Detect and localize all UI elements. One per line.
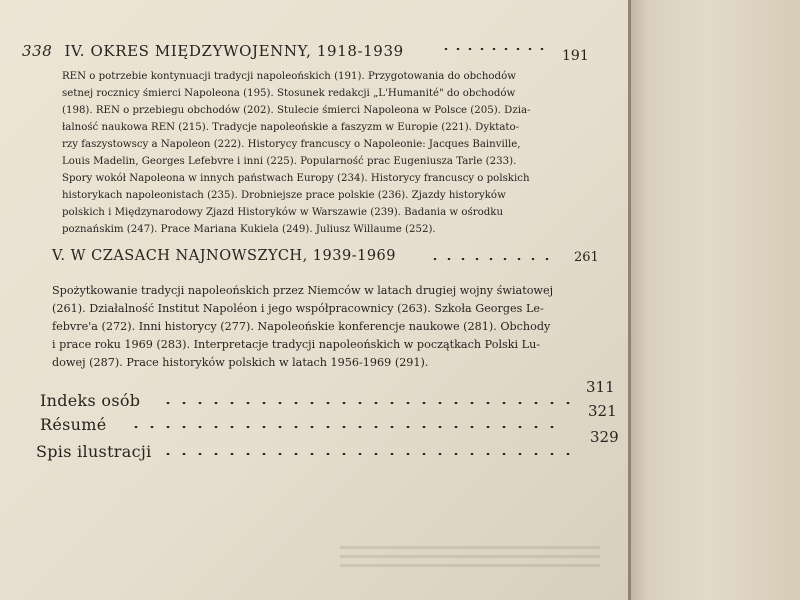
index-entry-label: Indeks osób bbox=[40, 391, 141, 410]
show-through-text bbox=[340, 540, 600, 580]
chapter-4-line: rzy faszystowscy a Napoleon (222). Historycy francuscy o Napoleonie: Jacques Bainville, bbox=[62, 139, 521, 150]
chapter-4-line: Spory wokół Napoleona w innych państwach Europy (234). Historycy francuscy o polskich bbox=[62, 173, 530, 184]
chapter-4-line: (198). REN o przebiegu obchodów (202). Stulecie śmierci Napoleona w Polsce (205). Dzia- bbox=[62, 105, 531, 116]
index-entry-label: Résumé bbox=[40, 415, 107, 434]
chapter-4-line: poznańskim (247). Prace Mariana Kukiela (249). Juliusz Willaume (252). bbox=[62, 224, 436, 235]
book-spine-shadow bbox=[628, 0, 800, 600]
index-entry-leader-dots bbox=[160, 453, 580, 455]
index-entry-page: 321 bbox=[588, 402, 617, 420]
chapter-5-line: dowej (287). Prace historyków polskich w latach 1956-1969 (291). bbox=[52, 356, 429, 369]
index-entry-page: 311 bbox=[586, 378, 615, 396]
chapter-4-heading bbox=[22, 42, 404, 60]
chapter-5-line: Spożytkowanie tradycji napoleońskich przez Niemców w latach drugiej wojny światowej bbox=[52, 284, 554, 297]
chapter-5-start-page: 261 bbox=[574, 250, 599, 265]
index-entry-page: 329 bbox=[590, 428, 619, 446]
chapter-4-leader-dots bbox=[440, 48, 550, 50]
chapter-5-line: (261). Działalność Institut Napoléon i jego współpracownicy (263). Szkoła Georges Le- bbox=[52, 302, 544, 315]
index-entry-label: Spis ilustracji bbox=[36, 442, 152, 461]
chapter-4-line: REN o potrzebie kontynuacji tradycji napoleońskich (191). Przygotowania do obchodów bbox=[62, 71, 516, 82]
index-entry-leader-dots bbox=[160, 402, 570, 404]
chapter-4-line: setnej rocznicy śmierci Napoleona (195). Stosunek redakcji „L'Humanité" do obchodów bbox=[62, 88, 516, 99]
chapter-5-title: V. W CZASACH NAJNOWSZYCH, 1939-1969 bbox=[52, 248, 396, 264]
chapter-4-start-page: 191 bbox=[562, 48, 589, 64]
chapter-4-line: polskich i Międzynarodowy Zjazd Historyków w Warszawie (239). Badania w ośrodku bbox=[62, 207, 504, 218]
chapter-5-line: i prace roku 1969 (283). Interpretacje tradycji napoleońskich w początkach Polski Lu- bbox=[52, 338, 541, 351]
chapter-4-line: historykach napoleonistach (235). Drobniejsze prace polskie (236). Zjazdy historyków bbox=[62, 190, 506, 201]
chapter-4-title: IV. OKRES MIĘDZYWOJENNY, 1918-1939 bbox=[64, 42, 404, 60]
chapter-5-leader-dots bbox=[428, 258, 558, 260]
chapter-5-line: febvre'a (272). Inni historycy (277). Napoleońskie konferencje naukowe (281). Obchody bbox=[52, 320, 551, 333]
chapter-4-line: łalność naukowa REN (215). Tradycje napoleońskie a faszyzm w Europie (221). Dyktato- bbox=[62, 122, 520, 133]
index-entry-leader-dots bbox=[128, 426, 566, 428]
chapter-4-line: Louis Madelin, Georges Lefebvre i inni (225). Popularność prac Eugeniusza Tarle (233). bbox=[62, 156, 517, 167]
page-number: 338 bbox=[22, 42, 53, 60]
